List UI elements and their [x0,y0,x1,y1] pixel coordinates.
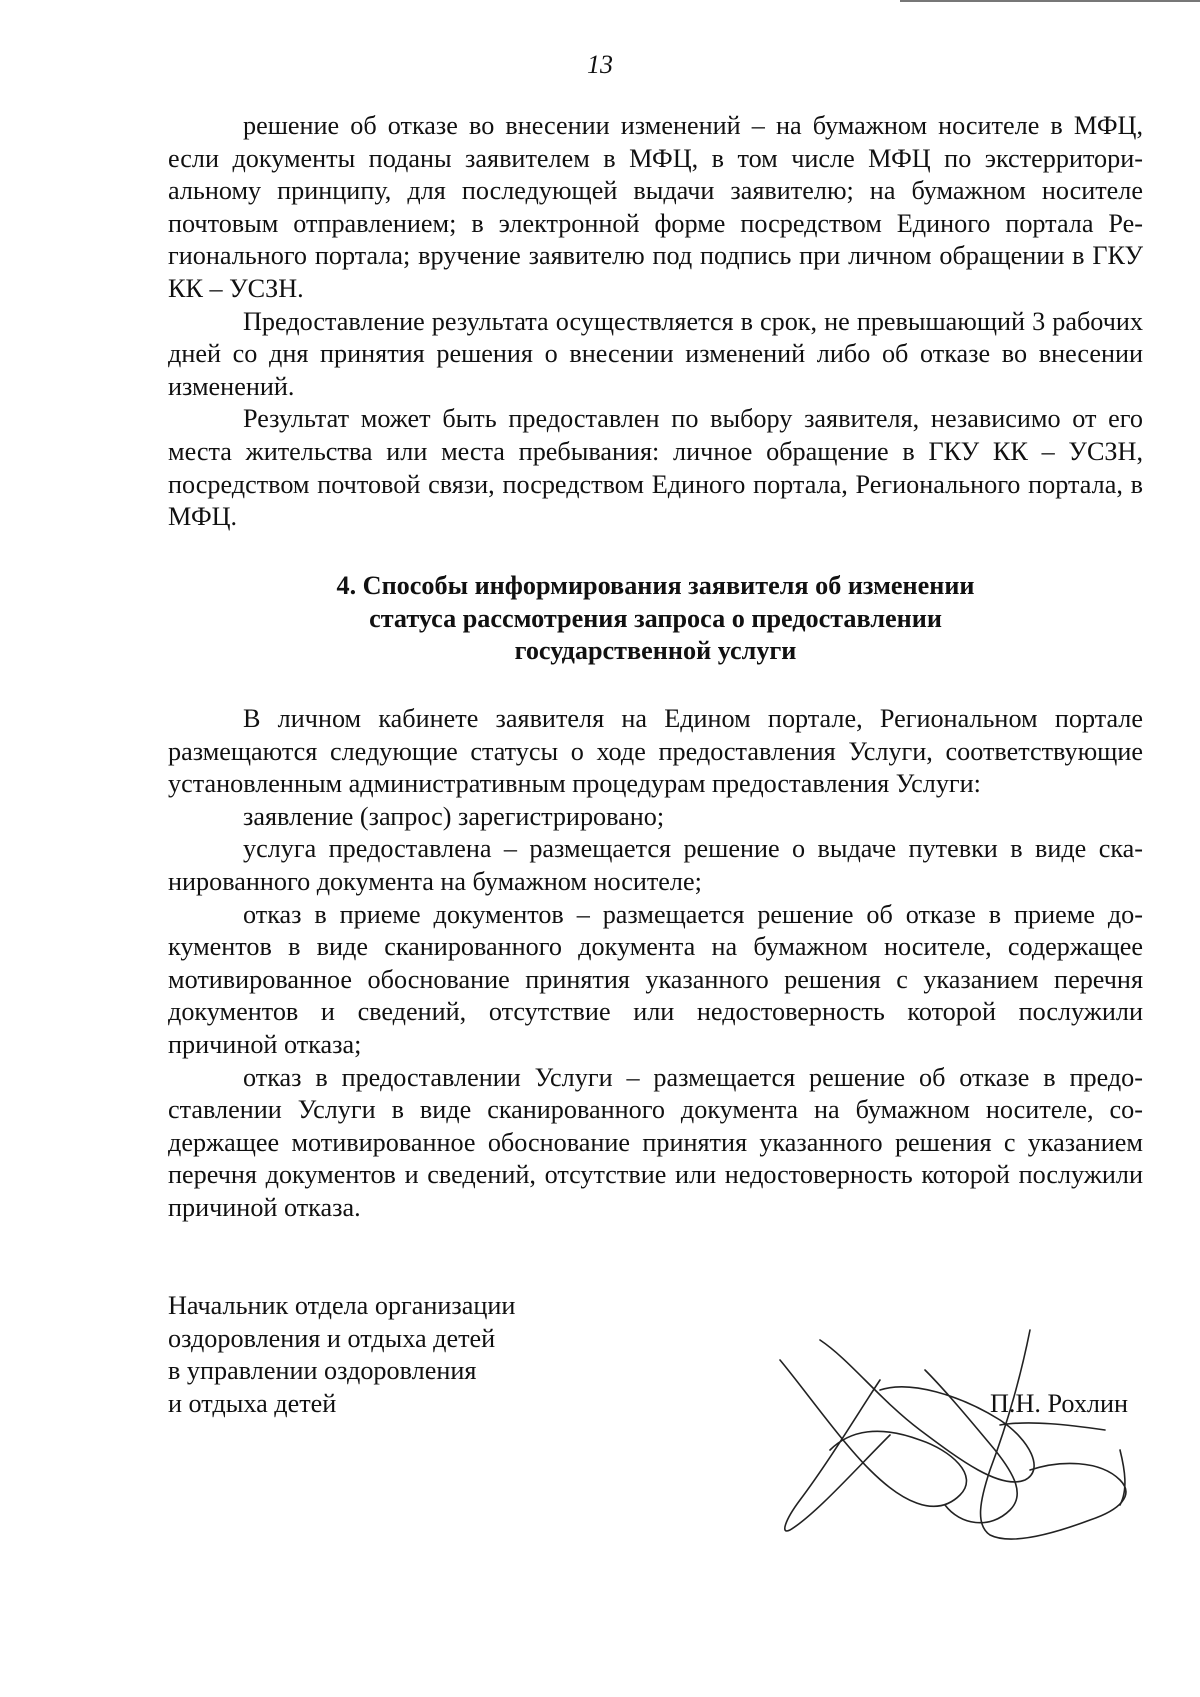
section-heading [168,570,1143,668]
signer-name: П.Н. Рохлин [990,1389,1129,1418]
handwritten-signature [760,1320,1190,1560]
paragraph: Предоставление результата осуществляется в срок, не превышающий 3 рабочих дней со дня принятия решения о внесении изменений либо об отказе во внесении изменений. [168,306,1143,401]
section-heading-line: государственной услуги [514,636,797,665]
list-item: услуга предоставлена – размещается решение о выдаче путевки в виде сканированного документа на бумажном носителе; [168,834,1143,896]
signer-position-line: в управлении оздоровления [168,1356,477,1385]
signer-position-line: Начальник отдела организации [168,1291,516,1320]
paragraph: решение об отказе во внесении изменений – на бумажном носителе в МФЦ, если документы поданы заявителем в МФЦ, в том числе МФЦ по экстерриториальному принципу, для последующей выдачи заявителю; на бумажном носителе почтовым отправлением; в электронной форме посредством Единого портала Регионального портала; вручение заявителю под подпись при личном обращении в ГКУ КК – УСЗН. [168,111,1143,303]
page-number: 13 [587,50,613,79]
signer-position-line: и отдыха детей [168,1388,337,1418]
section-heading-line: статуса рассмотрения запроса о предоставлении [369,603,942,633]
list-item: отказ в предоставлении Услуги – размещается решение об отказе в предоставлении Услуги в виде сканированного документа на бумажном носителе, содержащее мотивированное обоснование принятия указанного решения с указанием перечня документов и сведений, отсутствие или недостоверность которой послужили причиной отказа. [168,1062,1143,1222]
paragraph: Результат может быть предоставлен по выбору заявителя, независимо от его места жительства или места пребывания: личное обращение в ГКУ КК – УСЗН, посредством почтовой связи, посредством Единого портала, Регионального портала, в МФЦ. [168,404,1143,532]
section-heading-line: 4. Способы информирования заявителя об изменении [336,571,975,600]
paragraph: В личном кабинете заявителя на Едином портале, Региональном портале размещаются следующие статусы о ходе предоставления Услуги, соответствующие установленным административным процедурам предоставления Услуги: [168,704,1143,799]
scan-edge-line [900,0,1200,2]
body-text-top [168,110,1143,534]
body-text-bottom [168,703,1143,1225]
list-item: отказ в приеме документов – размещается решение об отказе в приеме документов в виде сканированного документа на бумажном носителе, содержащее мотивированное обоснование принятия указанного решения с указанием перечня документов и сведений, отсутствие или недостоверность которой послужили причиной отказа; [168,899,1143,1059]
signer-position-line: оздоровления и отдыха детей [168,1323,496,1353]
signer-position [168,1290,515,1420]
list-item: заявление (запрос) зарегистрировано; [243,801,665,831]
